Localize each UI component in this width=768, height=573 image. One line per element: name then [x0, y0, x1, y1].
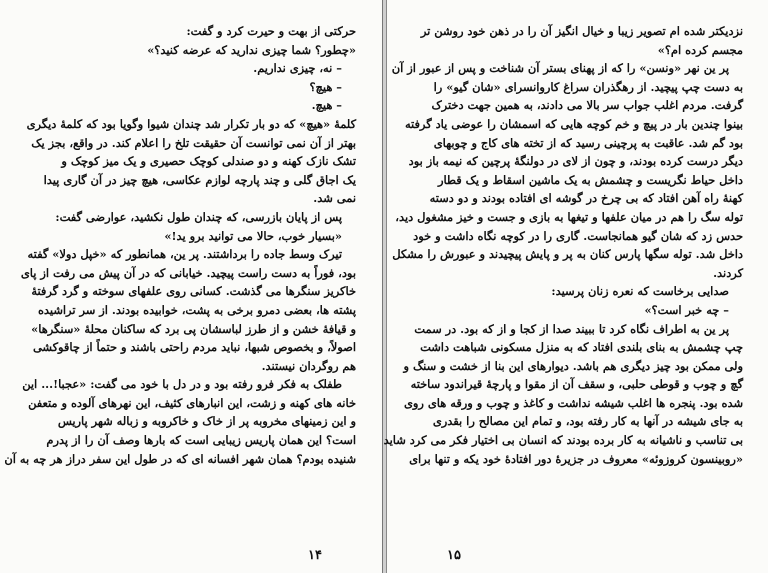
text-line: و این زمینهای مخروبه پر از خاک و خاکروبه و زباله شهر پاریس — [57, 414, 356, 429]
text-line: بود گم شد. عاقبت به پرچینی رسید که از تخته های کاج و چوبهای — [433, 135, 743, 150]
text-line: یک اجاق گلی و چند پارچه لوازم عکاسی، هیچ چیز در آن گاری پیدا — [43, 172, 356, 187]
left-page-text — [4, 22, 356, 468]
text-line: پشته ها، بعضی دمرو برخی به پشت، خوابیده بودند. از سر تراشیده — [37, 302, 356, 317]
text-line: گرفت. مردم اغلب جواب سر بالا می دادند، به همین جهت دخترک — [431, 98, 743, 113]
text-line: «بسیار خوب، حالا می توانید برو ید!» — [164, 228, 342, 243]
text-line: توله سگ را هم در میان علفها و تیغها به بازی و جست و خیز مشغول دید، — [395, 209, 743, 224]
text-line: بهتر از آن نمی توانست آن حقیقت تلخ را اعلام کند. در واقع، بجز یک — [31, 135, 356, 150]
text-line: دیگر درست کرده بودند، و چون از لای در دولنگهٔ پرچین که نیمه باز بود — [408, 154, 743, 169]
text-line: پس از پایان بازرسی، که چندان طول نکشید، عوارضی گفت: — [55, 209, 342, 224]
page-number: ۱۵ — [447, 548, 461, 563]
text-line: هم روگردان نیستند. — [261, 358, 356, 373]
text-line: خاکریز سنگرها می گذشت. کسانی روی علفهای سوخته و گرد گرفتهٔ — [31, 284, 356, 299]
text-line: مجسم کرده ام؟» — [657, 42, 743, 57]
text-line: چپ چشمش به بنای بلندی افتاد که به منزل مسکونی شباهت داشت — [420, 340, 743, 355]
text-line: صدایی برخاست که نعره زنان پرسید: — [551, 284, 729, 299]
text-line: «چطور؟ شما چیزی ندارید که عرضه کنید؟» — [147, 42, 356, 57]
text-line: – نه، چیزی نداریم. — [253, 61, 342, 76]
text-line: شده بود. پنجره ها اغلب شیشه نداشت و کاغذ و چوب و ورقه های روی — [403, 395, 743, 410]
text-line: کلمهٔ «هیچ» که دو بار تکرار شد چندان شیوا وگویا بود که کلمهٔ دیگری — [26, 116, 356, 131]
right-page-text — [383, 22, 743, 468]
text-line: بود، فوراً به دست راست پیچید. خیابانی که در آن پیش می رفت از پای — [20, 265, 356, 280]
text-line: شنیده بودم؟ همان شهر افسانه ای که در طول این سفر دراز هر چه به آن — [4, 451, 356, 466]
text-line: داخل شد. توله سگها پارس کنان به پر و پایش پیچیدند و عبورش را مشکل — [392, 247, 743, 262]
text-line: تیرک وسط جاده را برداشتند. پر ین، همانطور که «خپل دولا» گفته — [27, 247, 342, 262]
text-line: ولی ممکن بود چیز دیگری هم باشد. دیوارهای این بنا از خشت و سنگ و — [403, 358, 743, 373]
text-line: گچ و چوب و قوطی حلبی، و سقف آن از مقوا و پارچهٔ قیراندود ساخته — [410, 377, 743, 392]
text-line: خانه های کهنه و زشت، این انبارهای کثیف، این نهرهای آلوده و متعفن — [28, 395, 356, 410]
text-line: تشک نازک کهنه و دو صندلی کوچک حصیری و یک میز کوچک و — [61, 154, 356, 169]
text-line: بی تناسب و ناشیانه به کار برده بودند که انسان بی اختیار فکر می کرد شاید — [383, 433, 743, 448]
text-line: به جای شیشه در آنها به کار رفته بود، و تمام این مصالح را بقدری — [432, 414, 743, 429]
text-line: – هیچ. — [311, 98, 342, 113]
text-line: حرکتی از بهت و حیرت کرد و گفت: — [186, 24, 356, 38]
text-line: کردند. — [713, 265, 743, 280]
text-line: کهنهٔ راه آهن افتاد که بی چرخ در گوشه ای افتاده بودند و دو دسته — [429, 191, 743, 206]
text-line: داخل حیاط نگریست و چشمش به یک ماشین اسقاط و یک قطار — [437, 172, 743, 187]
left-page — [0, 0, 383, 573]
text-line: به دست چپ پیچید. از رهگذران سراغ کاروانسرای «شان گیو» را — [433, 79, 743, 94]
text-line: نزدیکتر شده ام تصویر زیبا و خیال انگیز آن را در ذهن خود روشن تر — [420, 24, 743, 38]
text-line: بینوا چندین بار در پیچ و خم کوچه هایی که اسمشان را عوضی یاد گرفته — [404, 116, 743, 131]
text-line: پر ین به اطراف نگاه کرد تا ببیند صدا از کجا و از که بود. در سمت — [414, 321, 729, 336]
text-line: طفلک به فکر فرو رفته بود و در دل با خود می گفت: «عجبا!... این — [22, 377, 342, 392]
text-line: «روبینسون کروزوئه» معروف در جزیرهٔ دور افتادهٔ خود یکه و تنها برای — [409, 451, 743, 466]
text-line: – هیچ؟ — [309, 79, 342, 94]
text-line: – چه خبر است؟» — [644, 302, 729, 317]
text-line: است؟ این همان پاریس زیبایی است که بارها وصف آن را از پدرم — [46, 433, 356, 448]
text-line: حدس زد که شان گیو همانجاست. گاری را در کوچه نگاه داشت و خود — [413, 228, 743, 243]
text-line: و قیافهٔ خشن و از طرز لباسشان پی برد که ساکنان محلهٔ «سنگرها» — [31, 321, 356, 336]
text-line: پر ین نهر «ونسن» را که از پهنای بستر آن شناخت و پس از عبور از آن — [391, 61, 729, 76]
text-line: نمی شد. — [313, 191, 356, 206]
right-page — [383, 0, 768, 573]
text-line: اصولاً، و بخصوص شبها، نباید مردم راحتی باشند و حتماً از چاقوکشی — [32, 340, 356, 355]
page-number: ۱۴ — [308, 548, 322, 563]
